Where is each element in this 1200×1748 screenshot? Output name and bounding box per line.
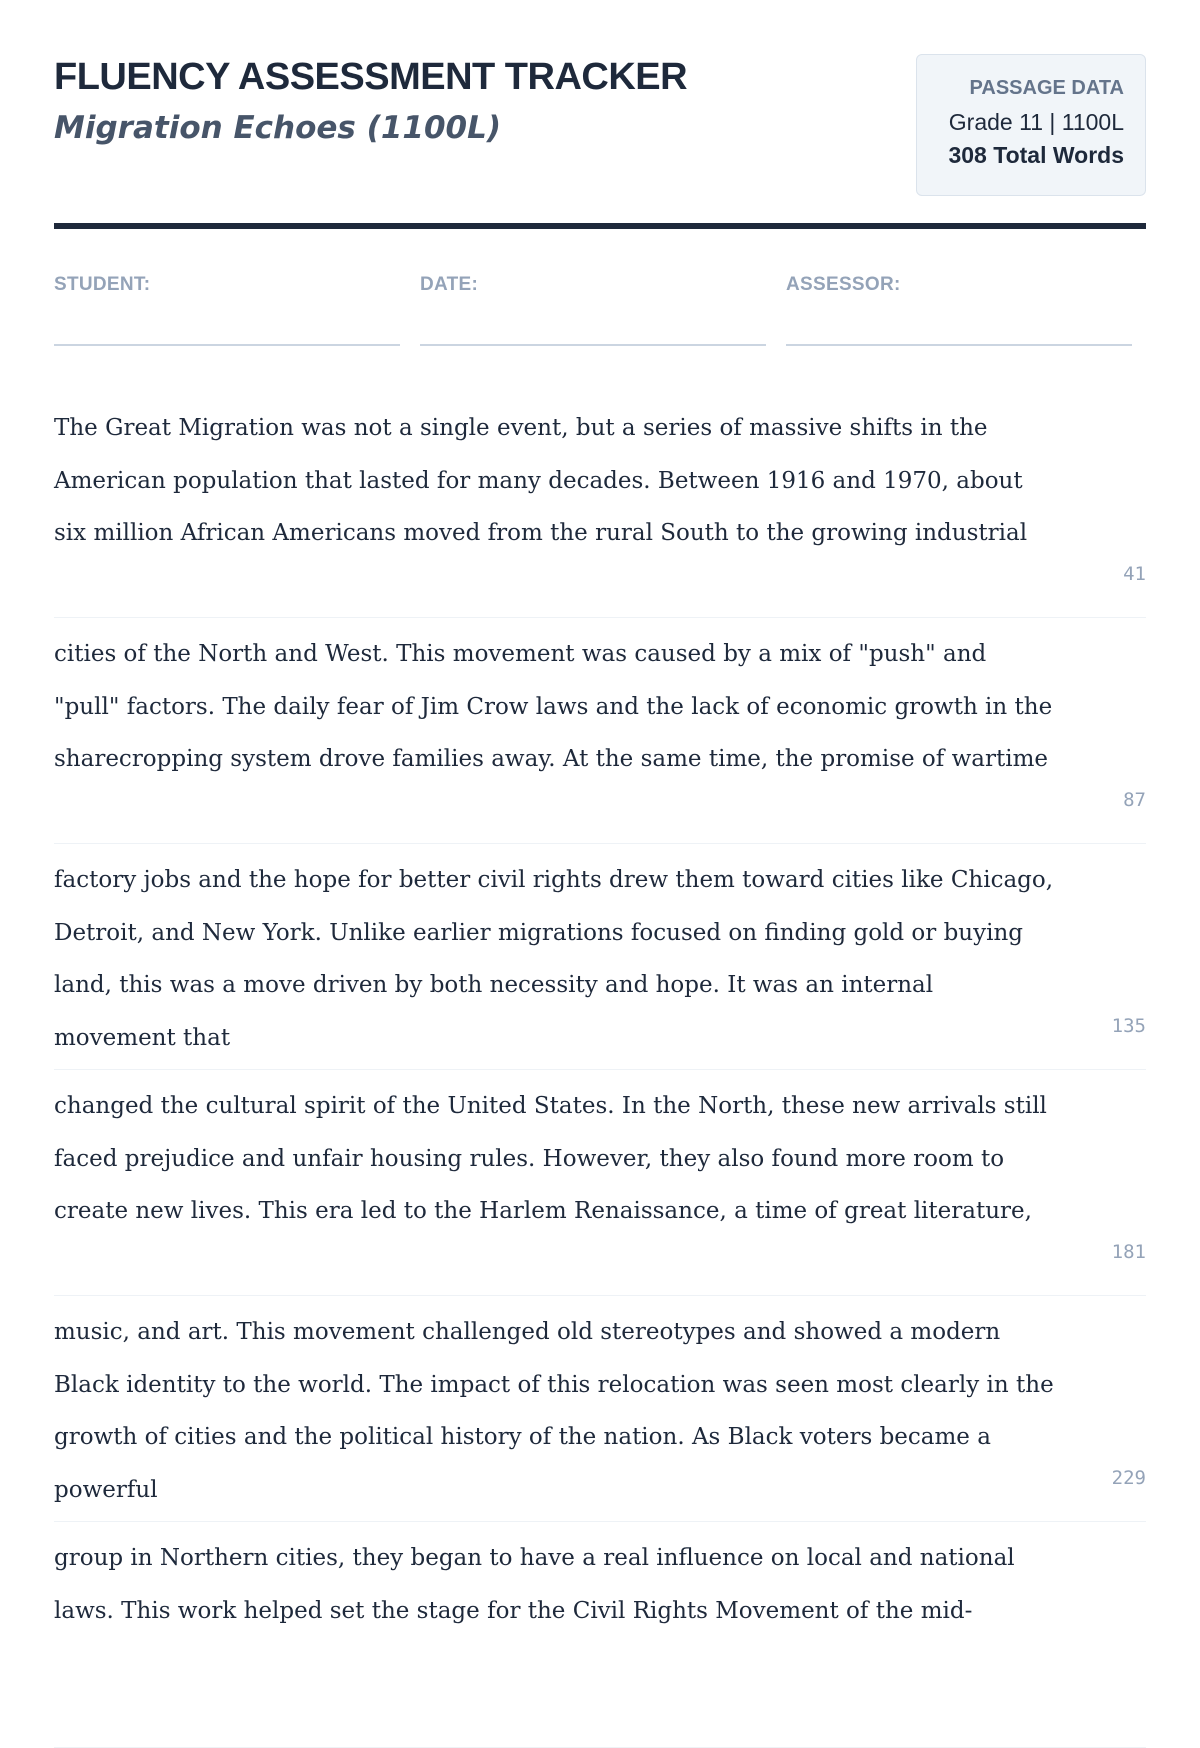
assessment-fields <box>54 274 1146 346</box>
reading-passage <box>54 392 1146 1748</box>
cumulative-word-count: 229 <box>1111 1467 1146 1489</box>
student-field-label: STUDENT: <box>54 274 151 295</box>
grade-level-text: Grade 11 | 1100L <box>948 109 1124 135</box>
page-title: FLUENCY ASSESSMENT TRACKER <box>54 56 688 98</box>
cumulative-word-count: 135 <box>1111 1015 1146 1037</box>
passage-chunk <box>54 1296 1146 1522</box>
cumulative-word-count: 181 <box>1111 1241 1146 1263</box>
passage-text: cities of the North and West. This movement was caused by a mix of "push" and "pull" factors. The daily fear of Jim Crow laws and the lack of economic growth in the sharecropping system drove families away. At the same time, the promise of wartime <box>54 641 1053 772</box>
passage-text: changed the cultural spirit of the United States. In the North, these new arrivals still faced prejudice and unfair housing rules. However, they also found more room to create new lives. This era led to the Harlem Renaissance, a time of great literature, <box>54 1093 1047 1224</box>
passage-text: group in Northern cities, they began to have a real influence on local and national laws. This work helped set the stage for the Civil Rights Movement of the mid- <box>54 1545 1015 1624</box>
passage-data-label: PASSAGE DATA <box>969 77 1124 99</box>
assessor-field[interactable] <box>786 274 1132 346</box>
passage-title: Migration Echoes (1100L) <box>54 110 502 146</box>
passage-chunk <box>54 392 1146 618</box>
date-field[interactable] <box>420 274 766 346</box>
assessor-field-label: ASSESSOR: <box>786 274 901 295</box>
passage-text: factory jobs and the hope for better civil rights drew them toward cities like Chicago, Detroit, and New York. Unlike earlier migrations focused on finding gold or buying land, this was a move driven by both necessity and hope. It was an internal movement that <box>54 867 1054 1051</box>
cumulative-word-count: 41 <box>1123 563 1146 585</box>
total-words-text: 308 Total Words <box>948 142 1124 168</box>
passage-data-box <box>916 54 1146 196</box>
passage-text: The Great Migration was not a single event, but a series of massive shifts in the American population that lasted for many decades. Between 1916 and 1970, about six million African Americans moved from the rural South to the growing industrial <box>54 415 1028 546</box>
passage-chunk <box>54 1522 1146 1748</box>
passage-text: music, and art. This movement challenged old stereotypes and showed a modern Black identity to the world. The impact of this relocation was seen most clearly in the growth of cities and the political history of the nation. As Black voters became a powerful <box>54 1319 1054 1503</box>
fluency-tracker-page <box>54 0 1146 1624</box>
student-field[interactable] <box>54 274 400 346</box>
passage-chunk <box>54 844 1146 1070</box>
header-divider <box>54 223 1146 229</box>
passage-chunk <box>54 618 1146 844</box>
passage-chunk <box>54 1070 1146 1296</box>
date-field-label: DATE: <box>420 274 479 295</box>
page-header <box>54 0 1146 230</box>
cumulative-word-count: 87 <box>1123 789 1146 811</box>
